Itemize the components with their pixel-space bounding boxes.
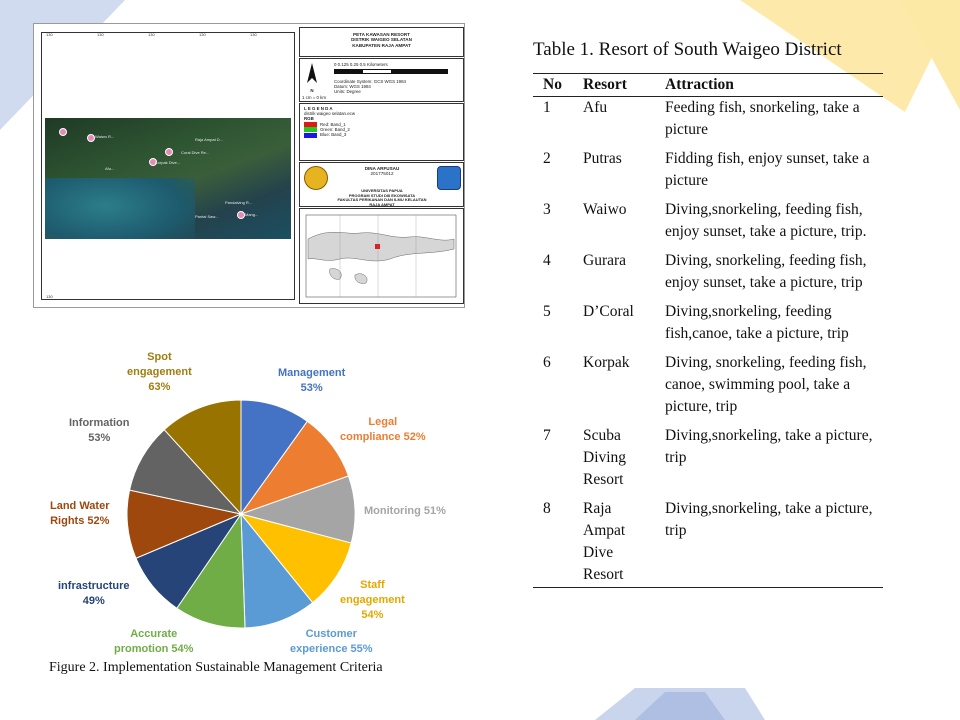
author-line: DINA ARFUSAU — [364, 166, 400, 171]
cell-no: 8 — [533, 498, 573, 588]
cell-attraction: Diving,snorkeling, feeding fish, enjoy sunset, take a picture, trip. — [665, 201, 867, 240]
cell-attraction: Feeding fish, snorkeling, take a picture — [665, 99, 860, 138]
regency-logo-icon — [437, 166, 461, 190]
table-title: Table 1. Resort of South Waigeo District — [533, 39, 842, 60]
cell-no: 7 — [543, 427, 551, 444]
pie-label-staff-engagement — [340, 578, 405, 623]
map-title-line: PETA KAWASAN RESORT — [353, 32, 410, 37]
map-author-panel — [299, 162, 464, 207]
legend-item-label: Blue: Band_3 — [320, 132, 347, 138]
north-arrow-icon — [306, 63, 318, 85]
legend-item-label: Red: Band_1 — [320, 121, 346, 127]
table-row — [533, 199, 883, 250]
legend-item-blue — [304, 132, 459, 137]
pie-label-line: Customer — [305, 628, 357, 640]
cell-resort: Scuba Diving Resort — [583, 427, 627, 488]
author-line: 201775012 — [370, 171, 394, 177]
pie-label-spot-engagement — [127, 350, 192, 395]
place-label: Waiwo R... — [95, 134, 115, 139]
table-row — [533, 425, 883, 498]
institution-line: FAKULTAS PERIKANAN DAN ILMU KELAUTAN — [337, 197, 427, 203]
pie-label-legal-compliance — [340, 415, 426, 445]
figure-caption: Figure 2. Implementation Sustainable Management Criteria — [49, 660, 383, 675]
table-row — [533, 301, 883, 352]
resort-area-map — [33, 23, 465, 308]
satellite-image — [45, 118, 291, 239]
map-title-line: KABUPATEN RAJA AMPAT — [352, 42, 411, 48]
pie-label-line: engagement — [127, 366, 192, 378]
legend-layer: distrik waigeo selatan.ecw — [304, 111, 356, 117]
bottom-decoration — [595, 688, 765, 720]
place-label: Coral Dive Re... — [181, 150, 210, 155]
pie-label-line: Management — [278, 367, 346, 379]
map-tick-label: 130 — [148, 32, 155, 37]
pie-label-accurate-promotion — [114, 627, 193, 657]
table-row — [533, 250, 883, 301]
map-title-panel — [299, 27, 464, 57]
table-row — [533, 148, 883, 199]
place-label: Afu... — [105, 166, 115, 171]
cell-resort: Korpak — [583, 354, 630, 371]
table-row — [533, 498, 883, 588]
legend-item-label: Green: Band_2 — [320, 126, 350, 132]
pie-label-land-water-rights — [50, 499, 110, 529]
institution-line: PROGRAM STUDI DIII EKOWISATA — [348, 192, 416, 198]
table-header-row — [533, 74, 883, 97]
pie-label-line: 54% — [361, 609, 384, 621]
cell-attraction: Diving, snorkeling, feeding fish, canoe, swimming pool, take a picture, trip — [665, 354, 867, 415]
pie-label-line: infrastructure — [58, 580, 130, 592]
pie-label-line: Land Water — [50, 500, 110, 512]
pie-label-line: compliance 52% — [340, 431, 426, 443]
cell-attraction: Diving,snorkeling, feeding fish,canoe, take a picture, trip — [665, 303, 849, 342]
pie-label-line: 53% — [88, 432, 111, 444]
resort-pin[interactable] — [87, 134, 95, 142]
map-frame — [41, 32, 295, 300]
pie-label-line: experience 55% — [290, 643, 373, 655]
coord-line: Datum: WGS 1984 — [334, 84, 371, 89]
cell-no: 6 — [543, 354, 551, 371]
pie-label-information — [69, 416, 130, 446]
pie-label-line: Monitoring 51% — [364, 505, 446, 517]
university-logo-icon — [304, 166, 328, 190]
cell-no: 3 — [543, 201, 551, 218]
place-label: Pantai Saw... — [195, 214, 219, 219]
cell-no: 5 — [543, 303, 551, 320]
place-label: Mang... — [245, 212, 259, 217]
map-scale-text: 0 0.125 0.25 0.5 Kilometers — [334, 62, 388, 67]
pie-label-line: engagement — [340, 594, 405, 606]
map-inset-panel — [299, 208, 464, 304]
pie-label-customer-experience — [290, 627, 373, 657]
resort-pin[interactable] — [237, 211, 245, 219]
map-legend-panel — [299, 103, 464, 161]
table-row — [533, 352, 883, 425]
pie-label-line: Information — [69, 417, 130, 429]
cell-resort: Gurara — [583, 252, 627, 269]
map-scale-ratio: 1 cm = 0 km — [302, 95, 327, 100]
inset-location-marker — [375, 244, 380, 249]
legend-heading: L E G E N D A — [304, 106, 333, 111]
pie-label-line: 63% — [148, 381, 171, 393]
column-header-attraction: Attraction — [655, 74, 883, 97]
table-row — [533, 97, 883, 149]
cell-attraction: Fidding fish, enjoy sunset, take a picture — [665, 150, 870, 189]
cell-resort: Waiwo — [583, 201, 627, 218]
sea-area — [45, 178, 195, 239]
pie-label-infrastructure — [58, 579, 130, 609]
cell-no: 2 — [543, 150, 551, 167]
cell-resort: Raja Ampat Dive Resort — [573, 498, 655, 588]
coord-line: Coordinate System: GCS WGS 1984 — [334, 79, 406, 84]
pie-label-monitoring — [364, 504, 446, 519]
map-tick-label: 130 — [250, 32, 257, 37]
map-tick-label: 130 — [46, 294, 53, 299]
map-scale-panel — [299, 58, 464, 102]
north-letter: N — [310, 88, 314, 93]
place-label: Pandaiving R... — [225, 200, 253, 205]
north-arrow — [306, 63, 318, 93]
map-tick-label: 130 — [97, 32, 104, 37]
resort-table — [533, 73, 883, 588]
place-label: Korpak Dive... — [155, 160, 181, 165]
resort-pin[interactable] — [165, 148, 173, 156]
cell-resort: Putras — [583, 150, 622, 167]
institution-line: UNIVERSITAS PAPUA — [361, 188, 403, 193]
sustainable-criteria-pie-chart — [30, 340, 470, 665]
map-scale-bar — [334, 69, 448, 74]
map-tick-label: 130 — [199, 32, 206, 37]
pie-label-line: promotion 54% — [114, 643, 194, 655]
column-header-no: No — [533, 74, 573, 97]
institution-line: RAJA AMPAT — [369, 201, 395, 207]
map-tick-label: 130 — [46, 32, 53, 37]
coord-line: Units: Degree — [334, 89, 361, 94]
cell-attraction: Diving, snorkeling, feeding fish, enjoy sunset, take a picture, trip — [665, 252, 867, 291]
cell-attraction: Diving,snorkeling, take a picture, trip — [665, 427, 873, 466]
legend-rgb: RGB — [304, 116, 314, 122]
pie-label-line: Accurate — [130, 628, 178, 640]
cell-no: 4 — [543, 252, 551, 269]
pie-label-line: Staff — [360, 579, 385, 591]
pie-label-line: 49% — [82, 595, 105, 607]
cell-resort: D’Coral — [583, 303, 634, 320]
pie-label-line: Legal — [368, 416, 398, 428]
legend-swatch — [304, 133, 317, 138]
cell-no: 1 — [543, 99, 551, 116]
column-header-resort: Resort — [573, 74, 655, 97]
cell-attraction: Diving,snorkeling, take a picture, trip — [655, 498, 883, 588]
cell-resort: Afu — [583, 99, 608, 116]
place-label: Raja Ampat D... — [195, 137, 224, 142]
map-title-line: DISTRIK WAIGEO SELATAN — [351, 37, 412, 43]
pie-label-management — [278, 366, 345, 396]
pie-label-line: Rights 52% — [50, 515, 110, 527]
resort-pin[interactable] — [59, 128, 67, 136]
pie-label-line: Spot — [147, 351, 172, 363]
pie-label-line: 53% — [300, 382, 323, 394]
inset-map — [300, 209, 464, 304]
